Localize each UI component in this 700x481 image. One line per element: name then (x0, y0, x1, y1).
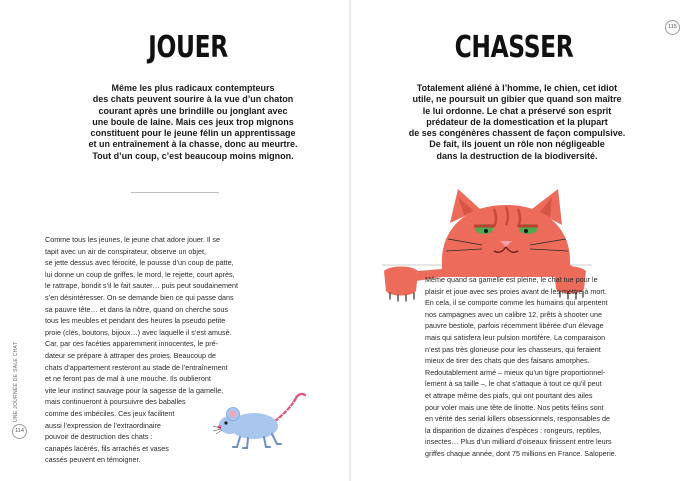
lead-line: des chats peuvent sourire à la vue d’un chaton (92, 94, 294, 105)
left-page-title: JOUER (148, 30, 228, 65)
body-line: pauvre bestiole, parfois récemment libérée d’un élevage (425, 321, 604, 331)
body-line: se jette dessus avec férocité, le pousse d’un coup de patte, (45, 258, 234, 268)
right-page-body (425, 274, 665, 460)
lead-line: dans la destruction de la biodiversité. (436, 150, 598, 161)
body-line: aussi l’expression de l’extraordinaire (45, 420, 161, 430)
mouse-eye (224, 421, 227, 424)
lead-line: Même les plus radicaux contempteurs (111, 83, 275, 93)
body-line: lement à sa taille –, le chat s’attaque à tout ce qu’il peut (425, 379, 602, 389)
body-line: comme des imbéciles. Ces jeux facilitent (45, 408, 175, 418)
body-line: En cela, il se comporte comme les humains qui arpentent (425, 298, 608, 308)
body-line: tous les meubles et pendant des heures la pseudo petite (45, 316, 226, 326)
body-line: Redoutablement armé – mieux qu’un tigre proportionnel- (425, 367, 606, 377)
lead-line: constituent pour le jeune félin un apprentissage (90, 128, 296, 139)
mouse-nose (218, 425, 222, 429)
body-line: mais continueront à poursuivre des baballes (45, 397, 186, 407)
gutter (349, 0, 351, 481)
body-line: mieux de tirer des chats que des faisans amorphes. (425, 356, 590, 366)
lead-line: prédateur de la domestication et la plupart (426, 116, 608, 127)
body-line: pouvoir de destruction des chats : (45, 432, 153, 442)
body-line: sa pauvre tête… et dans la nôtre, quand on cherche sous (45, 304, 229, 314)
lead-line: le lui ordonne. Le chat a préservé son esprit (422, 105, 612, 116)
body-line: insectes… Plus d’un milliard d’oiseaux finissent entre leurs (425, 437, 612, 447)
right-page-number: 115 (665, 20, 680, 35)
right-page-lead (382, 83, 652, 162)
body-line: la disparition de dizaines d’espèces : rongeurs, reptiles, (425, 425, 602, 435)
mouse-ear-inner (230, 411, 237, 418)
body-line: griffes chaque année, dont 75 millions en France. Saloperie. (425, 448, 617, 458)
lead-line: De fait, ils jouent un rôle non négligeable (429, 139, 605, 150)
body-line: mais qui satisfera leur pulsion mortifère. La comparaison (425, 332, 606, 342)
running-head: UNE JOURNÉE DE SALE CHAT (13, 341, 19, 422)
body-line: en vérité des serial killers obsessionnels, responsables de (425, 414, 610, 424)
body-line: lui donne un coup de griffes, le mord, le rejette, court après, (45, 269, 235, 279)
lead-line: courant après une brindille ou jonglant avec (98, 105, 288, 116)
cat-left-paw (384, 267, 418, 296)
body-line: Même quand sa gamelle est pleine, le chat tue pour le (425, 275, 598, 284)
body-line: et ne feront pas de mal à une mouche. Ils oublieront (45, 374, 211, 384)
body-line: cassés peuvent en témoigner. (45, 455, 141, 465)
lead-line: une boule de laine. Mais ces jeux trop mignons (92, 116, 294, 127)
body-line: proie (clés, boutons, bijoux…) avec laquelle il s’est amusé. (45, 327, 232, 337)
body-line: vite leur instinct sauvage pour la sagesse de la gamelle, (45, 385, 224, 395)
body-line: chats d’appartement resteront au stade de l’entraînement (45, 362, 228, 372)
body-line: dateur se prépare à attraper des proies. Beaucoup de (45, 350, 217, 360)
body-line: nos campagnes avec un calibre 12, prêts à shooter une (425, 309, 603, 319)
mouse-tail (274, 394, 305, 422)
body-line: n’est pas très glorieuse pour les chasseurs, qui feraient (425, 344, 601, 354)
section-divider (131, 192, 219, 193)
body-line: plaisir et joue avec ses proies avant de les mettre à mort. (425, 286, 607, 296)
body-line: tapit avec un air de conspirateur, observe un objet, (45, 246, 207, 256)
body-line: pour voler mais une tête de linotte. Nos petits félins sont (425, 402, 604, 412)
body-line: s’en désintéresser. On se demande bien ce qui passe dans (45, 292, 234, 302)
lead-line: et un entraînement à la chasse, donc au meurtre. (88, 139, 298, 150)
left-page-number: 114 (12, 424, 27, 439)
mouse-illustration (212, 392, 312, 452)
left-page-lead (58, 83, 328, 162)
body-line: Comme tous les jeunes, le jeune chat adore jouer. Il se (45, 235, 220, 244)
lead-line: utile, ne poursuit un gibier que quand son maître (412, 94, 622, 105)
right-page-title: CHASSER (454, 30, 574, 65)
body-line: le rattrape, bondit s’il le fait sauter… puis peut soudainement (45, 281, 238, 291)
lead-line: Tout d’un coup, c’est beaucoup moins mignon. (92, 150, 294, 161)
body-line: canapés lacérés, fils arrachés et vases (45, 443, 169, 453)
body-line: Car, par ces facéties apparemment innocentes, le pré- (45, 339, 218, 349)
lead-line: de ses congénères chassent de façon compulsive. (408, 128, 626, 139)
body-line: et attrape même des piafs, qui ont pourtant des ailes (425, 390, 593, 400)
lead-line: Totalement aliéné à l’homme, le chien, cet idiot (416, 83, 618, 93)
